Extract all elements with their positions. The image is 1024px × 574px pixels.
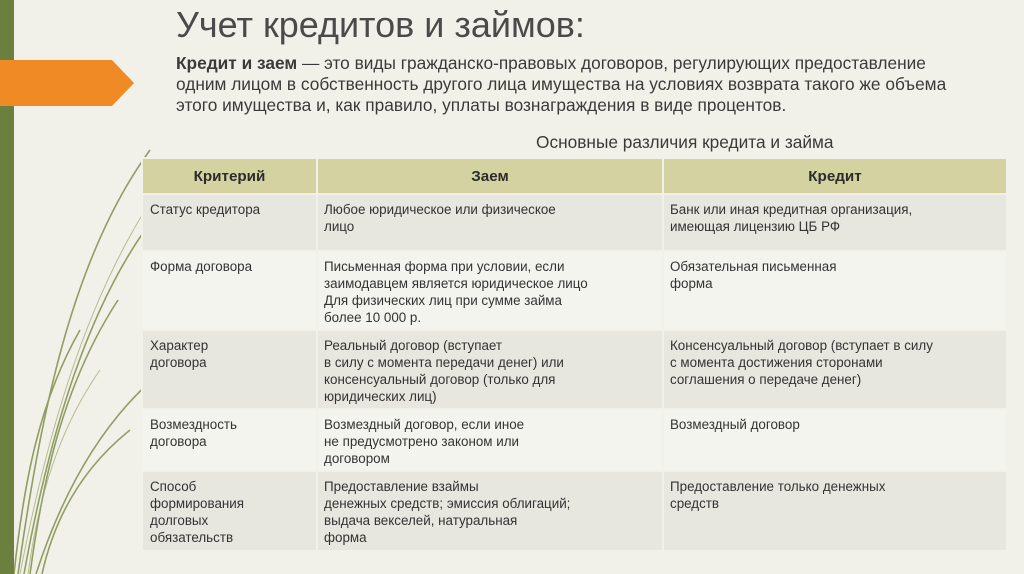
intro-definition: — это виды гражданско-правовых договоров, регулирующих предоставление одним лицом в собственность другого лица имущества на условиях возврата такого же объема этого имущества и, как правило, уплаты вознаграждения в виде процентов. (176, 53, 947, 115)
slide-title: Учет кредитов и займов: (176, 4, 585, 45)
cell-criterion: Возмездность договора (142, 409, 317, 471)
cell-credit: Возмездный договор (663, 409, 1007, 471)
cell-criterion: Способ формирования долговых обязательств (142, 471, 317, 551)
cell-loan: Реальный договор (вступает в силу с момента передачи денег) или консенсуальный договор (только для юридических лиц) (317, 330, 663, 409)
cell-criterion: Форма договора (142, 251, 317, 330)
header-criterion: Критерий (142, 158, 317, 194)
cell-loan: Возмездный договор, если иное не предусмотрено законом или договором (317, 409, 663, 471)
intro-paragraph (176, 53, 976, 116)
orange-arrow-tab (0, 60, 134, 106)
header-credit: Кредит (663, 158, 1007, 194)
header-loan: Заем (317, 158, 663, 194)
intro-term: Кредит и заем (176, 53, 298, 73)
comparison-table (141, 157, 1008, 552)
cell-criterion: Статус кредитора (142, 194, 317, 251)
cell-loan: Письменная форма при условии, если заимодавцем является юридическое лицо Для физических лиц при сумме займа более 10 000 р. (317, 251, 663, 330)
table-row (142, 251, 1007, 330)
table-row (142, 409, 1007, 471)
cell-credit: Банк или иная кредитная организация, имеющая лицензию ЦБ РФ (663, 194, 1007, 251)
table-row (142, 194, 1007, 251)
cell-credit: Предоставление только денежных средств (663, 471, 1007, 551)
table-header-row (142, 158, 1007, 194)
cell-loan: Любое юридическое или физическое лицо (317, 194, 663, 251)
table-row (142, 471, 1007, 551)
table-row (142, 330, 1007, 409)
cell-criterion: Характер договора (142, 330, 317, 409)
cell-credit: Обязательная письменная форма (663, 251, 1007, 330)
cell-credit: Консенсуальный договор (вступает в силу с момента достижения сторонами соглашения о передаче денег) (663, 330, 1007, 409)
cell-loan: Предоставление взаймы денежных средств; эмиссия облигаций; выдача векселей, натуральная форма (317, 471, 663, 551)
table-caption: Основные различия кредита и займа (536, 132, 834, 152)
